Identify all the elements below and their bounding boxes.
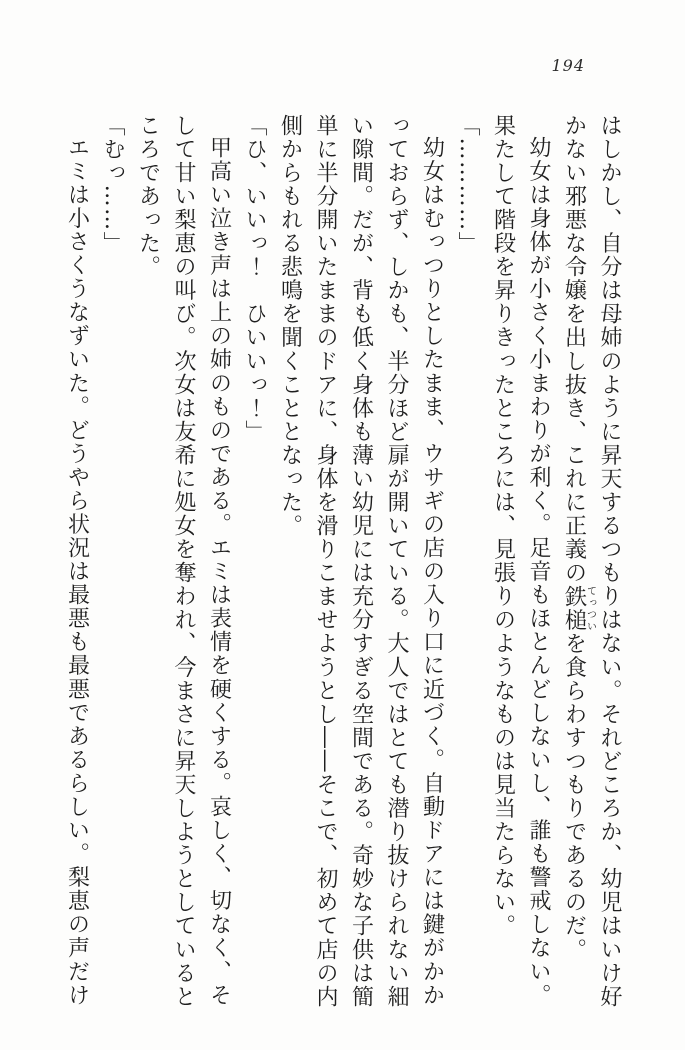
paragraph: 幼女はむっつりとしたまま、ウサギの店の入り口に近づく。自動ドアには鍵がかかっておらず、しかも、半分ほど扉が開いている。大人ではとても潜り抜けられない細い隙間。だが、背も低く身体も薄い幼児には充分すぎる空間である。奇妙な子供は簡単に半分開いたままのドアに、身体を滑りこませようとし――そこで、初めて店の内側からもれる悲鳴を聞くこととなった。 — [277, 114, 445, 1009]
paragraph: 「ひ、いいっ！ ひいいっ！」 — [242, 114, 267, 444]
paragraph: 「むっ……」 — [100, 114, 125, 256]
page-number: 194 — [551, 56, 585, 75]
paragraph: 「…………」 — [455, 114, 480, 256]
paragraph: エミは小さくうなずいた。どうやら状況は最悪も最悪であるらしい。梨恵の声だけ — [64, 136, 90, 1007]
paragraph: 甲高い泣き声は上の姉のものである。エミは表情を硬くする。哀しく、切なく、そして甘い梨恵の叫び。次女は友希に処女を奪われ、今まさに昇天しようとしているところであった。 — [135, 114, 232, 1009]
body-text — [59, 114, 627, 1016]
paragraph: 幼女は身体が小さく小まわりが利く。足音もほとんどしないし、誰も警戒しない。果たして階段を昇りきったところには、見張りのようなものは見当たらない。 — [490, 114, 551, 1007]
paragraph: はしかし、自分は母姉のように昇天するつもりはない。それどころか、幼児はいけ好かない邪悪な令嬢を出し抜き、これに正義の鉄槌てっついを食らわすつもりであるのだ。 — [561, 114, 622, 1009]
ruby-annotated-word: 鉄槌てっつい — [561, 584, 596, 632]
